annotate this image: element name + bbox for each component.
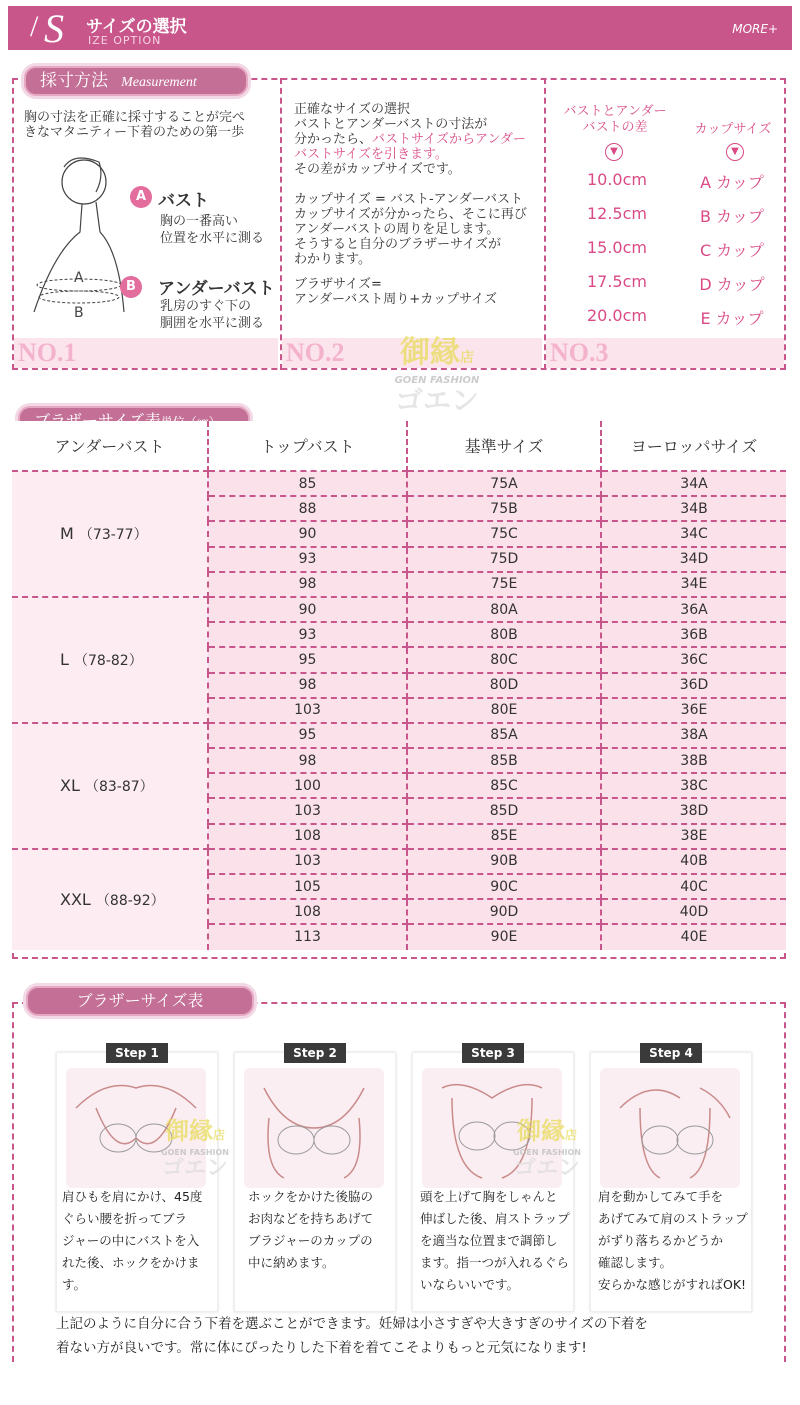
- header-title: サイズの選択: [86, 17, 187, 37]
- group-range: （78-82）: [74, 652, 143, 669]
- underbust-desc-2: 胴囲を水平に測る: [160, 316, 265, 331]
- step-label: Step 1: [106, 1043, 168, 1063]
- steps-tab: ブラザーサイズ表: [26, 986, 254, 1016]
- watermark-logo: [502, 1118, 592, 1181]
- underbust-desc: [160, 298, 264, 332]
- group-size: XL: [60, 775, 80, 795]
- step2-illustration: [244, 1068, 384, 1188]
- steps-footer-note: [56, 1312, 756, 1360]
- group-cell: [12, 849, 208, 950]
- eu-size: 36D: [601, 673, 786, 698]
- eu-size: 40E: [601, 924, 786, 949]
- measurement-tab: [24, 66, 248, 96]
- step-text-line: 肩ひもを肩にかけ、45度: [62, 1189, 203, 1204]
- badge-a-icon: A: [130, 186, 152, 208]
- eu-size: 34C: [601, 521, 786, 546]
- col2-text: [294, 102, 542, 307]
- wm-shop: 店: [460, 350, 474, 366]
- eu-size: 34E: [601, 572, 786, 597]
- cup-size: B カップ: [700, 207, 764, 226]
- cup-head-diff-2: バストの差: [582, 120, 648, 135]
- eu-size: 36C: [601, 647, 786, 672]
- group-size: M: [60, 523, 74, 543]
- top-bust: 103: [208, 798, 407, 823]
- top-bust: 105: [208, 874, 407, 899]
- measurement-tab-title: 採寸方法: [40, 71, 108, 91]
- col2-p2-line5: わかります。: [294, 252, 371, 267]
- eu-size: 38E: [601, 824, 786, 849]
- step-text-line: ブラジャーのカップの: [248, 1233, 373, 1248]
- measurement-tab-sub: Measurement: [121, 75, 197, 90]
- eu-size: 38A: [601, 723, 786, 748]
- col2-heading: 正確なサイズの選択: [294, 102, 410, 117]
- col-header: アンダーバスト: [12, 421, 208, 471]
- col2-p2-line4: そうすると自分のブラザーサイズが: [294, 237, 501, 252]
- table-header-row: [12, 421, 786, 471]
- standard-size: 90B: [407, 849, 601, 874]
- standard-size: 80A: [407, 597, 601, 622]
- cup-size: D カップ: [699, 275, 765, 294]
- standard-size: 85B: [407, 748, 601, 773]
- standard-size: 75E: [407, 572, 601, 597]
- standard-size: 75B: [407, 496, 601, 521]
- group-cell: [12, 471, 208, 597]
- wm-shop: 店: [212, 1128, 225, 1142]
- footer-line: 上記のように自分に合う下着を選ぶことができます。妊婦は小さすぎや大きすぎのサイズの下着を: [56, 1316, 648, 1332]
- table-row: [12, 723, 786, 748]
- top-bust: 113: [208, 924, 407, 949]
- step1-text: [62, 1186, 220, 1296]
- body-figure-illustration: [24, 152, 134, 342]
- step-label: Step 4: [640, 1043, 702, 1063]
- eu-size: 40D: [601, 899, 786, 924]
- step-text-line: ぐらい腰を折ってブラ: [62, 1211, 188, 1226]
- wm-kana: ゴエン: [394, 384, 479, 417]
- group-range: （88-92）: [95, 892, 165, 909]
- intro-line-1: 胸の寸法を正確に採寸することが完ぺ: [24, 110, 246, 125]
- cup-diff: 10.0cm: [586, 170, 647, 189]
- step-text-line: 中に納めます。: [248, 1255, 335, 1270]
- step-text-line: 伸ばした後、肩ストラップ: [420, 1211, 570, 1226]
- table-row: [12, 849, 786, 874]
- top-bust: 98: [208, 748, 407, 773]
- wm-kanji: 御縁: [516, 1117, 565, 1145]
- top-bust: 90: [208, 521, 407, 546]
- wm-en: GOEN FASHION: [513, 1148, 581, 1157]
- col2-p1-pink: バストサイズからアンダー: [372, 132, 526, 147]
- col2-p2-line1: カップサイズ = バスト-アンダーバスト: [294, 192, 523, 207]
- standard-size: 85E: [407, 824, 601, 849]
- wm-kana: ゴエン: [161, 1156, 228, 1181]
- top-bust: 95: [208, 723, 407, 748]
- standard-size: 85A: [407, 723, 601, 748]
- eu-size: 40B: [601, 849, 786, 874]
- no2-band: NO.2: [282, 338, 542, 368]
- eu-size: 38B: [601, 748, 786, 773]
- wm-kana: ゴエン: [513, 1156, 580, 1181]
- step2-text: [248, 1186, 398, 1274]
- col2-p2-line2: カップサイズが分かったら、そこに再び: [294, 207, 527, 222]
- fig-label-b: B: [74, 305, 84, 321]
- col2-p1-line1: バストとアンダーバストの寸法が: [294, 117, 488, 132]
- divider-2: [544, 78, 546, 370]
- step-text-line: 安らかな感じがすればOK!: [598, 1277, 747, 1292]
- standard-size: 75A: [407, 471, 601, 496]
- step-text-line: いならいいです。: [420, 1277, 520, 1292]
- cup-head-cup: カップサイズ: [694, 122, 772, 137]
- cup-size: A カップ: [700, 173, 764, 192]
- cup-size: C カップ: [699, 241, 765, 260]
- col-header: トップバスト: [208, 421, 407, 471]
- step-text-line: ジャーの中にバストを入: [62, 1233, 200, 1248]
- step3-text: [420, 1186, 576, 1296]
- standard-size: 90C: [407, 874, 601, 899]
- top-bust: 100: [208, 773, 407, 798]
- eu-size: 34A: [601, 471, 786, 496]
- step-text-line: がずり落ちるかどうか: [598, 1233, 724, 1248]
- cup-diff: 17.5cm: [586, 272, 647, 291]
- wm-en: GOEN FASHION: [161, 1148, 229, 1157]
- top-bust: 95: [208, 647, 407, 672]
- col2-p1-line4: その差がカップサイズです。: [294, 162, 461, 177]
- cup-list: [556, 170, 786, 340]
- standard-size: 80C: [407, 647, 601, 672]
- bust-desc: [160, 213, 264, 247]
- fig-label-a: A: [74, 270, 84, 286]
- top-bust: 90: [208, 597, 407, 622]
- top-bust: 93: [208, 622, 407, 647]
- top-bust: 88: [208, 496, 407, 521]
- table-row: [12, 471, 786, 496]
- step-text-line: あげてみて肩のストラップ: [598, 1211, 748, 1226]
- top-bust: 103: [208, 849, 407, 874]
- top-bust: 108: [208, 899, 407, 924]
- cup-diff: 15.0cm: [586, 238, 647, 257]
- col2-p1-plain: 分かったら、: [294, 132, 373, 147]
- step-text-line: お肉などを持ちあげて: [248, 1211, 374, 1226]
- watermark-logo: [372, 336, 502, 416]
- page-header: [8, 6, 792, 50]
- eu-size: 34D: [601, 547, 786, 572]
- step4-text: [598, 1186, 756, 1296]
- col2-p3-line2: アンダーバスト周り+カップサイズ: [294, 292, 498, 307]
- top-bust: 103: [208, 698, 407, 723]
- bust-title: バスト: [158, 191, 209, 211]
- step4-illustration: [600, 1068, 740, 1188]
- wm-en: GOEN FASHION: [394, 375, 480, 386]
- col2-p3-line1: ブラザサイズ=: [294, 277, 382, 292]
- standard-size: 80E: [407, 698, 601, 723]
- no1-band: NO.1: [14, 338, 278, 368]
- top-bust: 98: [208, 572, 407, 597]
- step-label: Step 2: [284, 1043, 346, 1063]
- group-size: XXL: [60, 889, 91, 909]
- standard-size: 85C: [407, 773, 601, 798]
- cup-size: E カップ: [700, 309, 764, 328]
- eu-size: 36B: [601, 622, 786, 647]
- group-range: （73-77）: [78, 526, 148, 543]
- top-bust: 85: [208, 471, 407, 496]
- no3-band: NO.3: [546, 338, 784, 368]
- col2-p1-line2: [294, 132, 542, 147]
- step-text-line: ます。指一つが入れるぐら: [420, 1255, 570, 1270]
- wm-kanji: 御縁: [400, 335, 460, 370]
- underbust-title: アンダーバスト: [158, 279, 275, 299]
- group-size: L: [60, 649, 69, 669]
- underbust-desc-1: 乳房のすぐ下の: [160, 299, 252, 314]
- group-cell: [12, 723, 208, 849]
- group-cell: [12, 597, 208, 723]
- header-slash: /: [30, 10, 39, 43]
- standard-size: 85D: [407, 798, 601, 823]
- standard-size: 90E: [407, 924, 601, 949]
- header-subtitle: IZE OPTION: [88, 34, 162, 47]
- cup-head-diff: [550, 104, 680, 136]
- wm-kanji: 御縁: [164, 1117, 213, 1145]
- standard-size: 75C: [407, 521, 601, 546]
- eu-size: 36A: [601, 597, 786, 622]
- wm-shop: 店: [564, 1128, 577, 1142]
- top-bust: 98: [208, 673, 407, 698]
- eu-size: 34B: [601, 496, 786, 521]
- more-link[interactable]: MORE+: [732, 22, 778, 36]
- top-bust: 108: [208, 824, 407, 849]
- step-label: Step 3: [462, 1043, 524, 1063]
- eu-size: 38D: [601, 798, 786, 823]
- col2-p1-line3: バストサイズを引きます。: [294, 147, 448, 162]
- chevron-down-icon: ▼: [726, 143, 744, 161]
- eu-size: 40C: [601, 874, 786, 899]
- group-range: （83-87）: [84, 778, 154, 795]
- step-text-line: れた後、ホックをかけます。: [62, 1255, 200, 1292]
- standard-size: 80B: [407, 622, 601, 647]
- chevron-down-icon: ▼: [605, 143, 623, 161]
- size-table: [12, 421, 786, 950]
- step-text-line: 確認します。: [598, 1255, 673, 1270]
- divider-1: [280, 78, 282, 370]
- table-row: [12, 597, 786, 622]
- bust-desc-2: 位置を水平に測る: [160, 231, 265, 246]
- step-text-line: 頭を上げて胸をしゃんと: [420, 1189, 558, 1204]
- eu-size: 36E: [601, 698, 786, 723]
- bust-desc-1: 胸の一番高い: [160, 214, 239, 229]
- measure-intro: [24, 110, 274, 140]
- col-header: 基準サイズ: [407, 421, 601, 471]
- col-header: ヨーロッパサイズ: [601, 421, 786, 471]
- standard-size: 75D: [407, 547, 601, 572]
- step-text-line: ホックをかけた後脇の: [248, 1189, 374, 1204]
- cup-diff: 12.5cm: [586, 204, 647, 223]
- eu-size: 38C: [601, 773, 786, 798]
- cup-diff: 20.0cm: [586, 306, 647, 325]
- step-text-line: 肩を動かしてみて手を: [598, 1189, 724, 1204]
- standard-size: 90D: [407, 899, 601, 924]
- watermark-logo: [150, 1118, 240, 1181]
- header-letter: S: [44, 6, 64, 51]
- cup-head-diff-1: バストとアンダー: [563, 104, 667, 119]
- intro-line-2: きなマタニティー下着のための第一歩: [24, 125, 244, 140]
- footer-line: 着ない方が良いです。常に体にぴったりした下着を着てこそよりもっと元気になります!: [56, 1340, 587, 1356]
- col2-p2-line3: アンダーバストの周りを足します。: [294, 222, 500, 237]
- standard-size: 80D: [407, 673, 601, 698]
- top-bust: 93: [208, 547, 407, 572]
- badge-b-icon: B: [120, 276, 142, 298]
- step-text-line: を適当な位置まで調節し: [420, 1233, 558, 1248]
